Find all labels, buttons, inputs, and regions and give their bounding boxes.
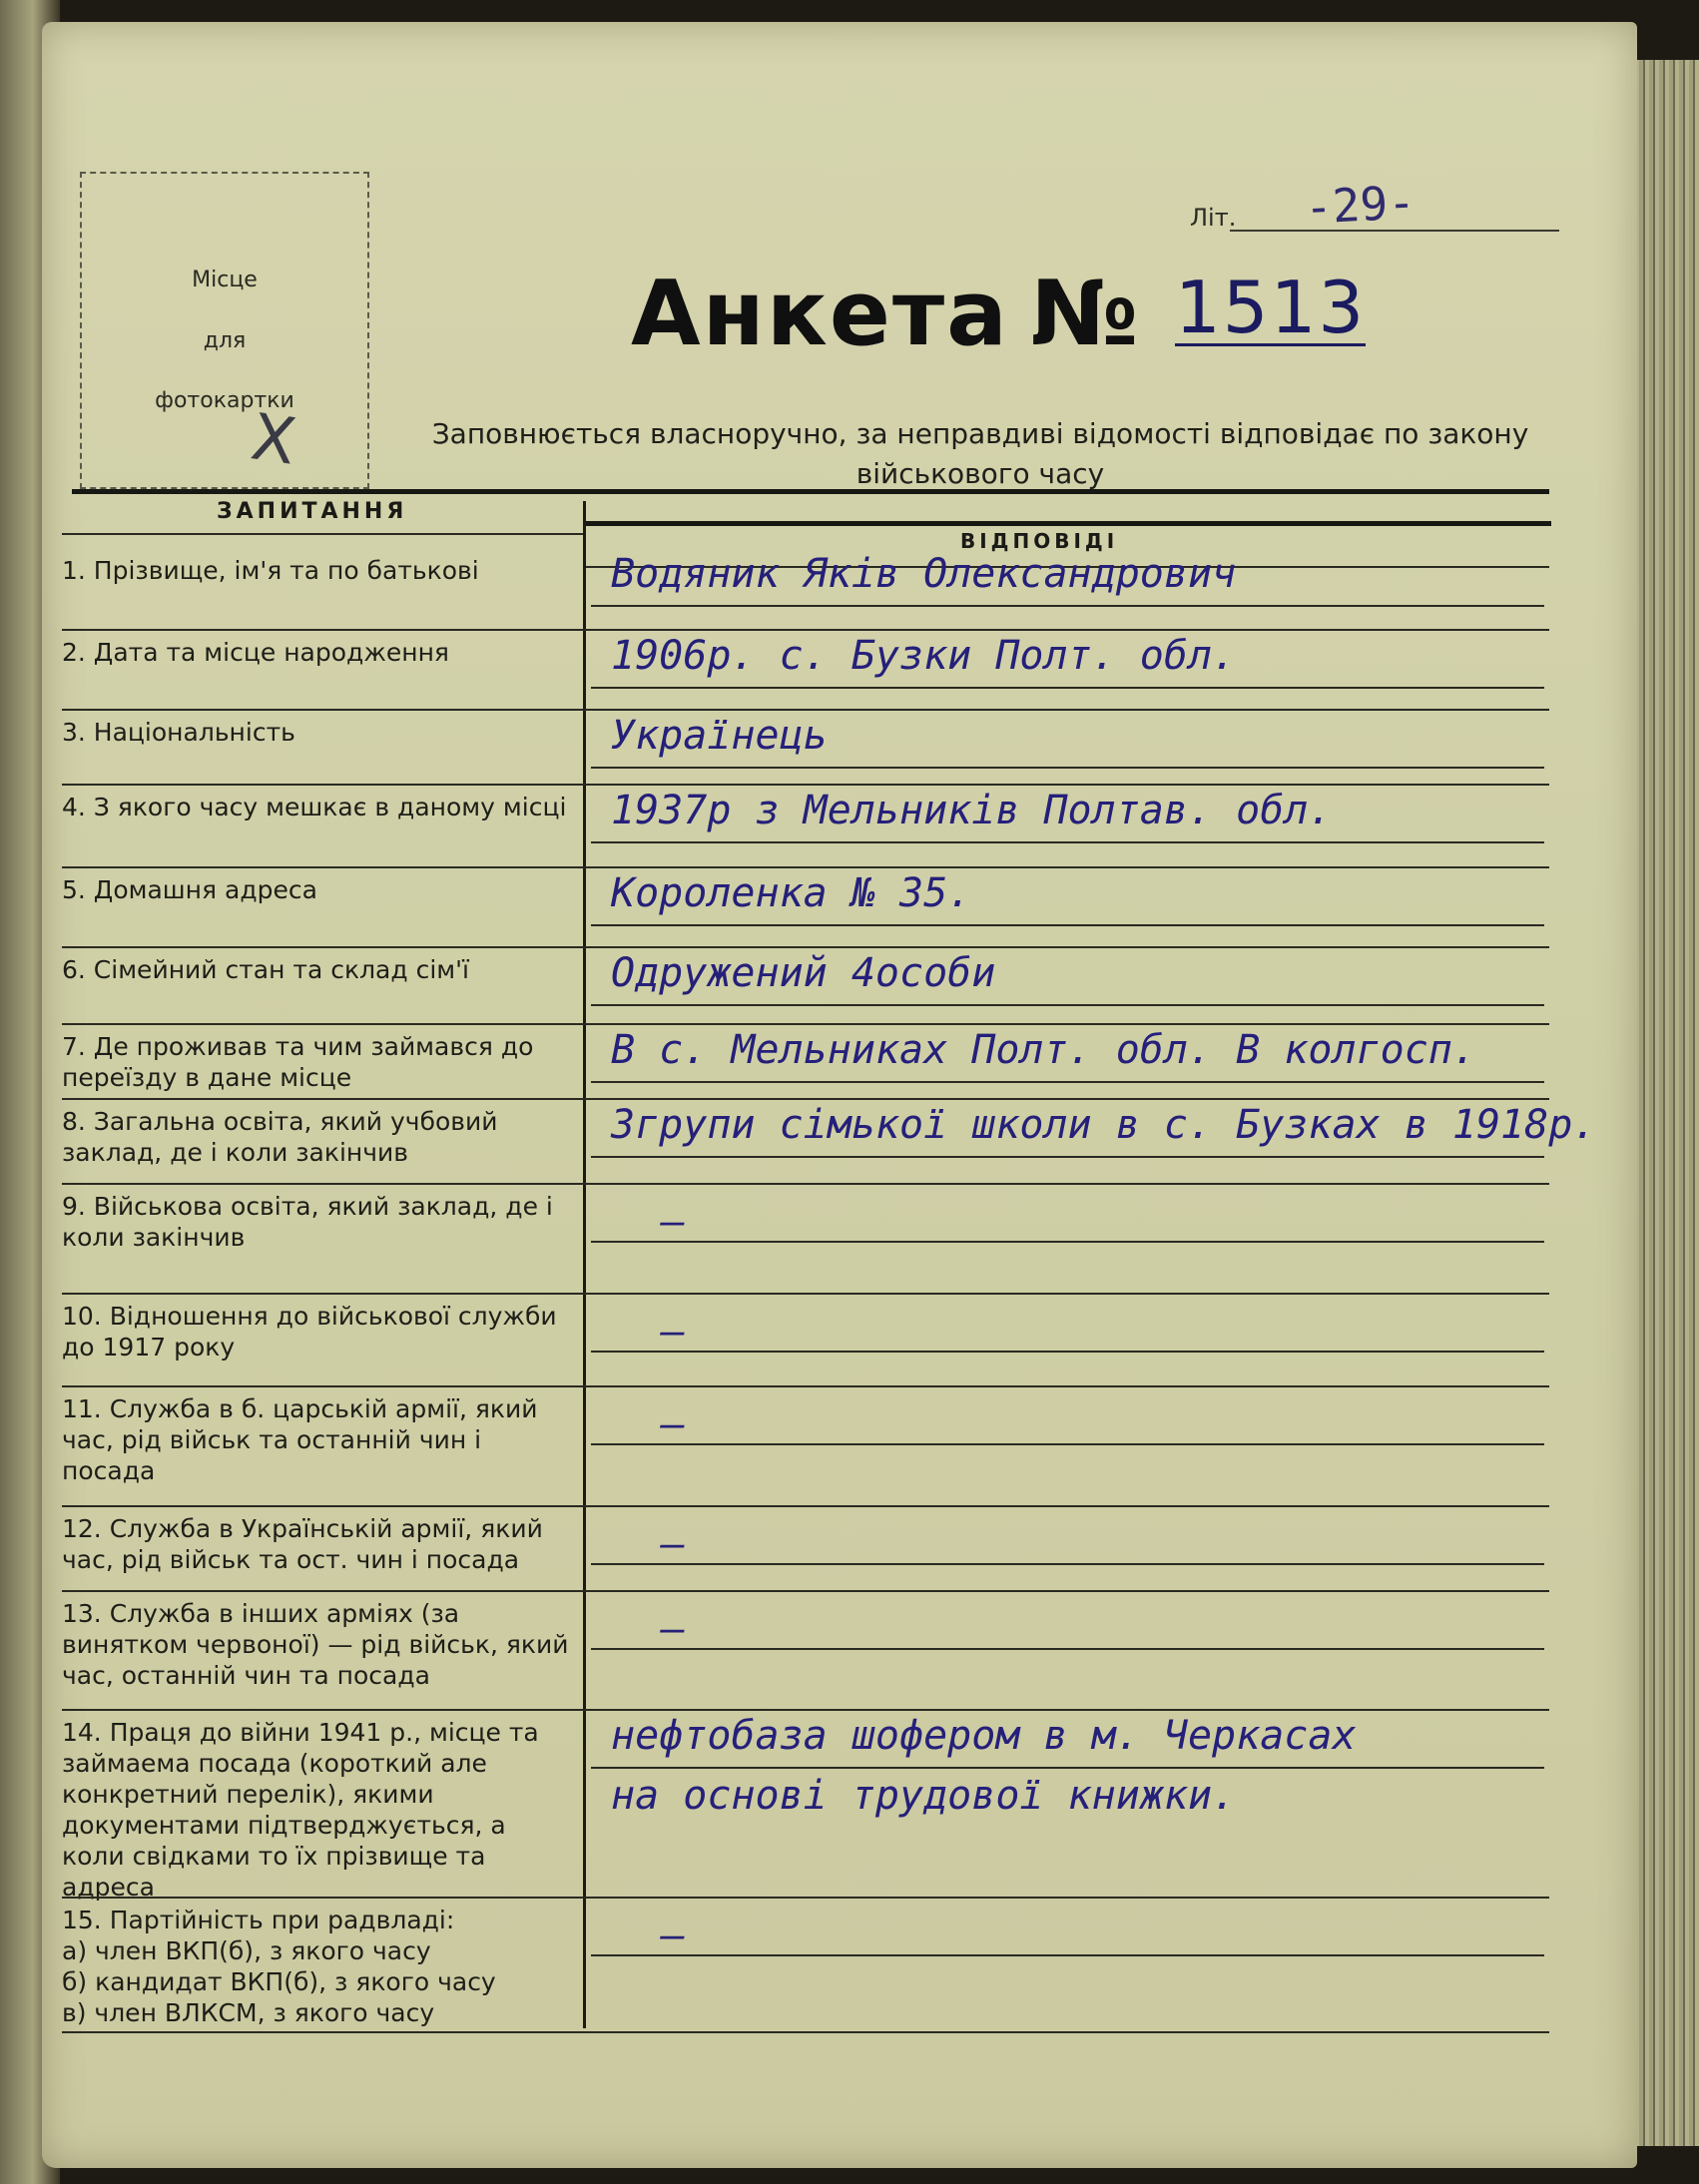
header-rule xyxy=(72,489,1549,494)
row-divider xyxy=(62,2031,1549,2033)
question-label: 6. Сімейний стан та склад сім'ї xyxy=(62,955,469,984)
answer-value: — xyxy=(661,1309,686,1355)
row-divider xyxy=(62,1590,1549,1592)
photo-label-line1: Місце xyxy=(192,268,258,292)
questions-header-line xyxy=(62,533,583,535)
questionnaire-number: 1513 xyxy=(1175,266,1367,349)
question-label: 7. Де проживав та чим займався до переїзду в дане місце xyxy=(62,1032,534,1092)
answer-underline xyxy=(591,1081,1544,1083)
answer-underline xyxy=(591,1648,1544,1650)
row-divider xyxy=(62,1098,1549,1100)
answer-value: Водяник Яків Олександрович xyxy=(611,551,1237,597)
answer-value: — xyxy=(661,1912,686,1958)
question-label: 3. Національність xyxy=(62,718,295,747)
photo-label-line3: фотокартки xyxy=(155,388,294,413)
question-label: 14. Праця до війни 1941 р., місце та займаема посада (короткий але конкретний перелік), якими документами підтверджується, а коли свідками то їх прізвище та адреса xyxy=(62,1718,539,1902)
answer-value: — xyxy=(661,1606,686,1652)
question-label: 4. З якого часу мешкає в даному місці xyxy=(62,793,567,821)
answer-value: — xyxy=(661,1401,686,1447)
questionnaire-page xyxy=(42,22,1637,2168)
row-divider xyxy=(62,946,1549,948)
answer-value: Одружений 4особи xyxy=(611,950,996,996)
row-divider xyxy=(62,1897,1549,1899)
question-label: 10. Відношення до військової служби до 1917 року xyxy=(62,1302,557,1362)
sheet-number xyxy=(1190,175,1569,235)
answer-value: — xyxy=(661,1521,686,1567)
answer-underline xyxy=(591,1241,1544,1243)
answer-value: 1937р з Мельників Полтав. обл. xyxy=(611,788,1333,833)
answer-value: 3групи сімької школи в с. Бузках в 1918р. xyxy=(611,1102,1597,1148)
question-label: 2. Дата та місце народження xyxy=(62,638,449,667)
photo-label-line2: для xyxy=(203,328,247,353)
answer-underline xyxy=(591,1156,1544,1158)
answer-underline xyxy=(591,1767,1544,1769)
column-separator xyxy=(583,501,586,2028)
questions-header: ЗАПИТАННЯ xyxy=(217,499,408,524)
question-label: 1. Прізвище, ім'я та по батькові xyxy=(62,556,479,585)
lit-underline xyxy=(1230,230,1559,232)
answer-underline xyxy=(591,1563,1544,1565)
row-divider xyxy=(62,1709,1549,1711)
answer-underline xyxy=(591,767,1544,769)
answers-rule xyxy=(583,521,1551,526)
subtitle: Заповнюється власноручно, за неправдиві відомості відповідає по закону військового часу xyxy=(431,417,1529,490)
row-divider xyxy=(62,1023,1549,1025)
row-divider xyxy=(62,629,1549,631)
question-label: 9. Військова освіта, який заклад, де і коли закінчив xyxy=(62,1192,553,1252)
question-label: 5. Домашня адреса xyxy=(62,875,317,904)
answers-header: ВІДПОВІДІ xyxy=(960,529,1119,553)
question-label: 12. Служба в Українській армії, який час, рід військ та ост. чин і посада xyxy=(62,1514,543,1574)
answer-value: В с. Мельниках Полт. обл. В колгосп. xyxy=(611,1027,1476,1073)
question-label: 8. Загальна освіта, який учбовий заклад, де і коли закінчив xyxy=(62,1107,498,1167)
page-title xyxy=(631,262,1367,366)
row-divider xyxy=(62,1385,1549,1387)
question-label: 13. Служба в інших арміях (за винятком червоної) — рід військ, який час, останній чин та посада xyxy=(62,1599,569,1690)
lit-number: -29- xyxy=(1303,175,1417,235)
question-label: 15. Партійність при радвладі: а) член ВКП(б), з якого часу б) кандидат ВКП(б), з якого часу в) член ВЛКСМ, з якого часу xyxy=(62,1906,496,2027)
answer-value: — xyxy=(661,1199,686,1245)
question-label: 11. Служба в б. царській армії, який час, рід військ та останній чин і посада xyxy=(62,1394,538,1485)
answer-underline xyxy=(591,605,1544,607)
answer-value-continued: на основі трудової книжки. xyxy=(611,1773,1237,1819)
row-divider xyxy=(62,784,1549,786)
page-stack-edge xyxy=(1629,60,1699,2146)
row-divider xyxy=(62,1293,1549,1295)
answer-underline xyxy=(591,1443,1544,1445)
answer-value: 1906р. с. Бузки Полт. обл. xyxy=(611,633,1237,679)
answer-value: нефтобаза шофером в м. Черкасах xyxy=(611,1713,1357,1759)
answer-underline xyxy=(591,1004,1544,1006)
answer-underline xyxy=(591,841,1544,843)
photo-mark: X xyxy=(247,400,300,480)
row-divider xyxy=(62,866,1549,868)
answer-underline xyxy=(591,1351,1544,1353)
answer-underline xyxy=(591,924,1544,926)
row-divider xyxy=(62,1183,1549,1185)
lit-label: Літ. xyxy=(1190,204,1237,232)
answer-underline xyxy=(591,687,1544,689)
row-divider xyxy=(62,1505,1549,1507)
photo-placeholder xyxy=(80,172,369,489)
number-sign: № xyxy=(1030,262,1141,366)
answer-underline xyxy=(591,1954,1544,1956)
answer-value: Українець xyxy=(611,713,828,759)
title-text: Анкета xyxy=(631,262,1009,366)
row-divider xyxy=(62,709,1549,711)
answer-value: Короленка № 35. xyxy=(611,870,972,916)
